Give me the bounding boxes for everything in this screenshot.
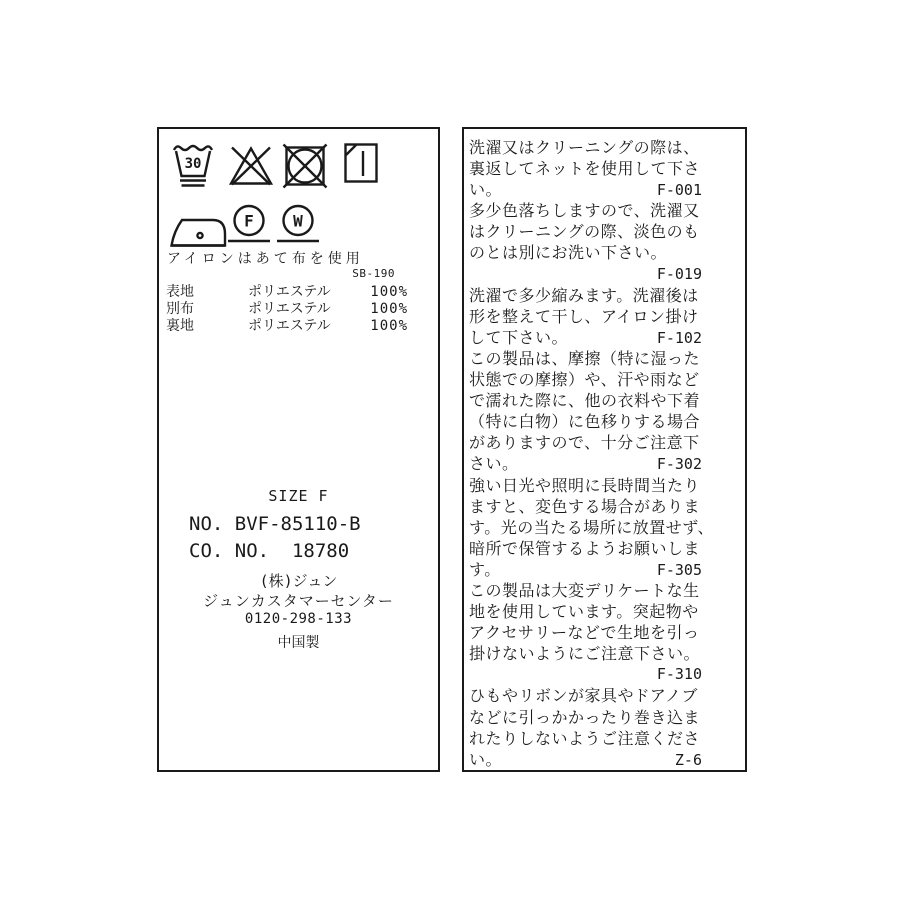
- notice-code: F-302: [656, 455, 702, 474]
- notice-row: [469, 453, 702, 474]
- notice-text: 掛けないようにご注意下さい。: [469, 644, 701, 664]
- notice-row: [469, 137, 702, 158]
- notice-text: 洗濯又はクリーニングの際は、: [469, 138, 700, 157]
- notice-text: この製品は、摩擦（特に湿った: [469, 348, 701, 368]
- notice-text: 洗濯で多少縮みます。洗濯後は: [469, 285, 699, 305]
- dry-clean-letter: F: [244, 211, 254, 231]
- notice-row: [469, 496, 702, 517]
- notice-text: 多少色落ちしますので、洗濯又: [469, 201, 700, 221]
- notice-text: ますと、変色する場合がありま: [469, 496, 701, 516]
- composition-part: 表地: [166, 284, 194, 300]
- composition-part: 裏地: [166, 318, 194, 334]
- customer-center-phone: 0120-298-133: [244, 611, 353, 627]
- notice-row: [469, 390, 702, 411]
- composition-row: [166, 284, 408, 301]
- notice-row: [469, 538, 702, 559]
- notice-row: [469, 601, 702, 622]
- composition-row: [166, 318, 408, 335]
- notice-row: [469, 369, 702, 390]
- notice-row: [469, 348, 702, 369]
- notice-text: 状態での摩擦）や、汗や雨など: [469, 370, 700, 390]
- notice-text: す。: [469, 559, 501, 579]
- notice-row: [469, 643, 702, 664]
- composition-table: [166, 284, 408, 335]
- composition-percent: 100%: [370, 284, 408, 300]
- notice-code: F-019: [656, 264, 702, 283]
- notice-row: [469, 306, 702, 327]
- quality-code: SB-190: [352, 267, 395, 280]
- notice-code: F-102: [656, 328, 702, 347]
- notice-text: さい。: [469, 454, 519, 474]
- notice-text: い。: [469, 749, 503, 769]
- care-notices: [469, 137, 714, 770]
- notice-text: 形を整えて干し、アイロン掛け: [469, 306, 699, 326]
- notice-row: [469, 580, 702, 601]
- notice-row: [469, 200, 702, 221]
- notice-row: [469, 432, 702, 453]
- notice-row: [469, 685, 702, 706]
- notice-row: [469, 327, 702, 348]
- composition-material: ポリエステル: [248, 318, 331, 334]
- notice-text: 裏返してネットを使用して下さ: [469, 159, 701, 179]
- notice-code: Z-6: [674, 750, 702, 769]
- notice-text: い。: [469, 180, 503, 200]
- notice-row: [469, 749, 702, 770]
- right-care-panel: [462, 127, 747, 772]
- wash-30-very-gentle-icon: [173, 141, 213, 188]
- dry-clean-petroleum-gentle-icon: [227, 204, 271, 244]
- composition-percent: 100%: [370, 301, 408, 317]
- notice-row: [469, 242, 702, 263]
- notice-text: アクセサリーなどで生地を引っ: [469, 623, 700, 643]
- notice-code: F-001: [656, 181, 702, 200]
- notice-text: （特に白物）に色移りする場合: [469, 412, 701, 432]
- notice-text: がありますので、十分ご注意下: [469, 433, 700, 453]
- notice-row: [469, 158, 702, 179]
- composition-row: [166, 301, 408, 318]
- company-name: (株)ジュン: [259, 572, 338, 590]
- notice-text: す。光の当たる場所に放置せず、: [469, 517, 714, 537]
- item-number: NO. BVF-85110-B: [189, 513, 361, 535]
- wash-temperature-label: 30: [184, 156, 202, 172]
- line-dry-in-shade-icon: [344, 143, 378, 183]
- notice-row: [469, 221, 702, 242]
- notice-row: [469, 559, 702, 580]
- notice-row: [469, 264, 702, 285]
- notice-text: で濡れた際に、他の衣料や下着: [469, 391, 701, 411]
- wet-clean-gentle-icon: [276, 204, 320, 244]
- notice-text: 地を使用しています。突起物や: [469, 602, 699, 622]
- notice-text: ひもやリボンが家具やドアノブ: [469, 686, 698, 706]
- notice-text: この製品は大変デリケートな生: [469, 580, 700, 600]
- notice-text: などに引っかかったり巻き込ま: [469, 707, 701, 727]
- iron-note-text: アイロンはあて布を使用: [167, 251, 364, 267]
- size-label: SIZE F: [268, 487, 329, 505]
- co-number: CO. NO. 18780: [189, 540, 350, 562]
- notice-row: [469, 411, 702, 432]
- notice-text: して下さい。: [469, 327, 569, 347]
- notice-text: 強い日光や照明に長時間当たり: [469, 475, 701, 495]
- notice-row: [469, 179, 702, 200]
- notice-row: [469, 728, 702, 749]
- composition-part: 別布: [166, 301, 194, 317]
- notice-row: [469, 285, 702, 306]
- left-care-panel: [157, 127, 440, 772]
- notice-row: [469, 707, 702, 728]
- notice-row: [469, 664, 702, 685]
- country-of-origin: 中国製: [277, 635, 320, 651]
- do-not-bleach-icon: [228, 146, 274, 186]
- do-not-tumble-dry-icon: [282, 143, 328, 189]
- customer-center-name: ジュンカスタマーセンター: [203, 592, 394, 610]
- iron-low-heat-icon: [169, 209, 227, 249]
- composition-percent: 100%: [370, 318, 408, 334]
- notice-code: F-310: [656, 665, 702, 684]
- composition-material: ポリエステル: [248, 284, 331, 300]
- notice-row: [469, 622, 702, 643]
- notice-row: [469, 517, 714, 538]
- composition-material: ポリエステル: [248, 301, 331, 317]
- wet-clean-letter: W: [293, 211, 303, 231]
- notice-text: はクリーニングの際、淡色のも: [469, 222, 700, 242]
- notice-text: れたりしないようご注意くださ: [469, 728, 701, 748]
- notice-text: 暗所で保管するようお願いしま: [469, 538, 701, 558]
- notice-text: のとは別にお洗い下さい。: [469, 243, 668, 263]
- notice-code: F-305: [656, 560, 702, 579]
- notice-row: [469, 475, 702, 496]
